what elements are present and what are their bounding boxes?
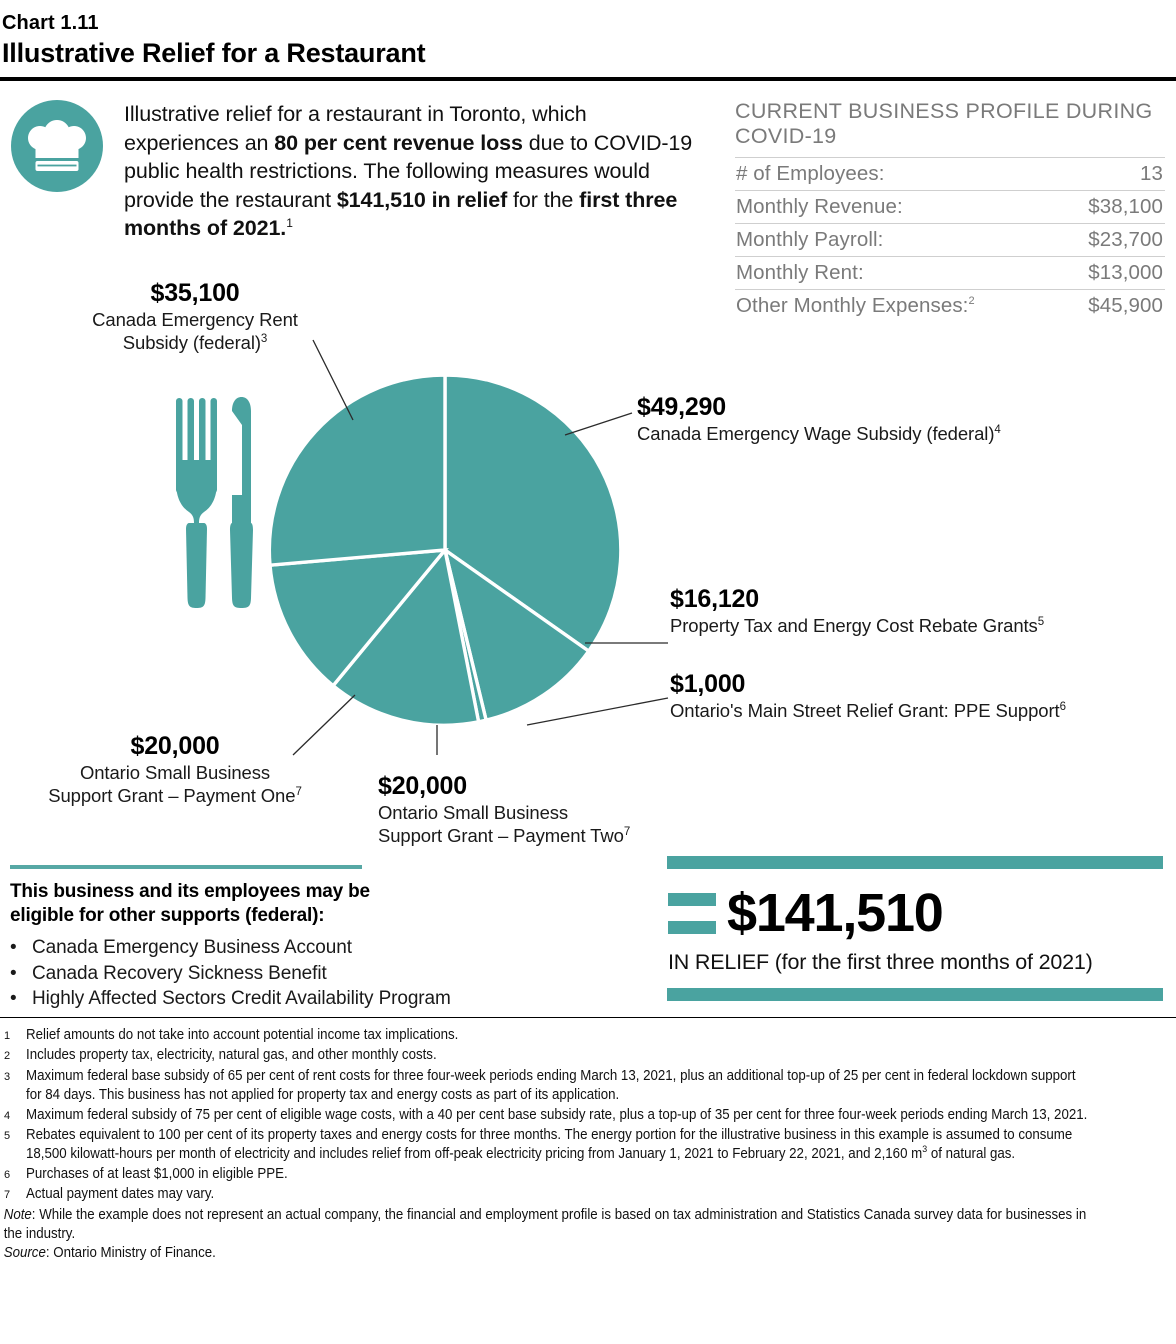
total-relief-bottom-bar	[667, 988, 1163, 1001]
footnote-text: Includes property tax, electricity, natural gas, and other monthly costs.	[26, 1047, 437, 1064]
profile-value-monthly-revenue: $38,100	[1088, 195, 1163, 218]
footnote-1	[0, 1026, 1176, 1046]
profile-label-other-expenses-text: Other Monthly Expenses:	[736, 294, 969, 317]
pie-label-wage-subsidy-desc	[637, 422, 1057, 445]
intro-part3: for the	[507, 187, 580, 212]
pie-label-wage-subsidy-footnote: 4	[994, 423, 1001, 436]
bullet-icon: •	[10, 962, 17, 984]
profile-label-monthly-rent: Monthly Rent:	[736, 261, 864, 284]
chart-number: Chart 1.11	[2, 12, 99, 34]
footnote-text: Rebates equivalent to 100 per cent of its property taxes and energy costs for three months. The energy portion for the illustrative business in this example is assumed to consume 18,500 kilowatt-hours per month of electricity and includes relief from off-peak electricity pricing from January 1, 2021 to February 22, 2021, and 2,160 $m^3$ of natural gas.	[26, 1127, 1073, 1163]
pie-label-rent-subsidy-footnote: 3	[260, 332, 268, 345]
footnote-text: Purchases of at least $1,000 in eligible PPE.	[26, 1165, 288, 1182]
profile-value-employees: 13	[1139, 162, 1163, 185]
note-label: Note	[3, 1206, 32, 1223]
profile-label-employees: # of Employees:	[736, 162, 885, 185]
footnote-number: 3	[4, 1070, 11, 1083]
intro-bold-relief: $141,510 in relief	[336, 187, 508, 212]
pie-slice-rent-subsidy	[269, 375, 445, 565]
footnote-7	[0, 1185, 1176, 1205]
footnote-number: 4	[4, 1109, 11, 1122]
footnote-text: Actual payment dates may vary.	[26, 1186, 215, 1203]
other-supports-list	[10, 935, 530, 1012]
intro-text	[124, 100, 699, 243]
profile-value-monthly-rent: $13,000	[1088, 261, 1163, 284]
profile-row-monthly-payroll	[735, 223, 1165, 256]
pie-label-ppe-support-desc	[670, 699, 1110, 722]
pie-label-support-grant-two-amount: $20,000	[378, 772, 467, 800]
footnote-text: Maximum federal subsidy of 75 per cent of eligible wage costs, with a 40 per cent base subsidy rate, plus a top-up of 35 per cent for three four-week periods ending March 13, 2021.	[26, 1106, 1088, 1123]
other-supports-item-0: Canada Emergency Business Account	[32, 937, 352, 958]
profile-row-employees	[735, 157, 1165, 190]
profile-footnote-marker: 2	[968, 295, 975, 308]
pie-label-support-grant-two-footnote: 7	[623, 825, 631, 838]
other-supports-item-2: Highly Affected Sectors Credit Availability Program	[32, 988, 451, 1009]
equals-icon	[668, 893, 716, 937]
pie-chart-area	[0, 255, 1176, 855]
source-line	[0, 1244, 1094, 1263]
intro-bold-period: first three months of 2021.	[124, 187, 678, 240]
list-item	[10, 935, 530, 961]
business-profile-title: CURRENT BUSINESS PROFILE DURING COVID-19	[735, 99, 1153, 148]
note-text: : While the example does not represent an actual company, the financial and employment profile is based on tax administration and Statistics Canada survey data for businesses in the industry.	[3, 1206, 1087, 1243]
page-title: Illustrative Relief for a Restaurant	[2, 38, 426, 68]
pie-label-support-grant-one-desc: Ontario Small Business Support Grant – Payment One$^7$	[48, 762, 302, 806]
pie-label-ppe-support	[670, 670, 1110, 722]
chef-hat-icon	[11, 100, 103, 192]
list-item	[10, 986, 530, 1012]
pie-slices	[269, 375, 621, 725]
pie-label-support-grant-one	[10, 732, 340, 807]
profile-row-monthly-revenue	[735, 190, 1165, 223]
intro-part2: due to COVID-19 public health restrictions. The following measures would provide the restaurant	[124, 130, 693, 212]
footnote-text: Relief amounts do not take into account potential income tax implications.	[26, 1027, 459, 1043]
footnote-number: 5	[4, 1130, 11, 1143]
other-supports-divider	[10, 865, 362, 869]
pie-label-support-grant-one-footnote: 7	[295, 785, 302, 798]
header-divider	[0, 77, 1176, 81]
profile-value-monthly-payroll: $23,700	[1088, 228, 1163, 251]
total-relief-top-bar	[667, 856, 1163, 869]
pie-label-ppe-support-text: Ontario's Main Street Relief Grant: PPE Support	[670, 700, 1060, 721]
pie-label-ppe-support-amount: $1,000	[670, 670, 746, 698]
list-item	[10, 961, 530, 987]
total-relief-caption: IN RELIEF (for the first three months of 2021)	[668, 950, 1093, 974]
pie-label-rent-subsidy-desc: Canada Emergency Rent Subsidy (federal)$^3$	[92, 309, 298, 353]
intro-bold-revenue-loss: 80 per cent revenue loss	[274, 130, 523, 155]
knife-icon	[230, 397, 253, 608]
pie-label-property-tax-text: Property Tax and Energy Cost Rebate Grants	[670, 615, 1038, 636]
pie-label-support-grant-two-desc: Ontario Small Business Support Grant – Payment Two$^7$	[378, 802, 631, 846]
pie-label-wage-subsidy-text: Canada Emergency Wage Subsidy (federal)	[637, 423, 995, 444]
pie-label-rent-subsidy	[30, 279, 360, 354]
bullet-icon: •	[10, 988, 17, 1009]
total-relief-amount: $141,510	[727, 883, 943, 943]
footnotes-divider	[0, 1017, 1176, 1018]
pie-label-wage-subsidy	[637, 393, 1057, 445]
pie-label-support-grant-one-amount: $20,000	[130, 732, 220, 760]
source-label: Source	[3, 1245, 46, 1262]
source-text: : Ontario Ministry of Finance.	[45, 1245, 216, 1262]
footnote-text: Maximum federal base subsidy of 65 per cent of rent costs for three four-week periods ending March 13, 2021, plus an additional top-up of 25 per cent in federal lockdown support for 84 days. This business has not applied for property tax and energy costs as part of its application.	[26, 1067, 1076, 1104]
footnote-number: 2	[4, 1050, 11, 1063]
footnote-6	[0, 1165, 1176, 1185]
pie-label-property-tax-footnote: 5	[1037, 615, 1045, 628]
footnote-number: 7	[4, 1189, 11, 1202]
bullet-icon: •	[10, 937, 17, 958]
pie-label-rent-subsidy-amount: $35,100	[150, 279, 240, 307]
footnote-2	[0, 1046, 1176, 1066]
footnotes-block	[0, 1026, 1176, 1264]
footnote-5	[0, 1126, 1176, 1165]
footnote-number: 6	[4, 1168, 11, 1181]
pie-label-support-grant-two	[378, 772, 708, 847]
pie-label-ppe-support-footnote: 6	[1059, 700, 1066, 713]
profile-label-monthly-payroll: Monthly Payroll:	[736, 228, 884, 251]
footnote-number: 1	[4, 1030, 11, 1042]
fork-icon	[176, 398, 217, 608]
intro-footnote-marker: 1	[286, 215, 293, 230]
note-line	[0, 1206, 1094, 1245]
pie-label-property-tax-desc	[670, 614, 1100, 637]
profile-label-monthly-revenue: Monthly Revenue:	[736, 195, 903, 218]
profile-value-other-expenses: $45,900	[1088, 294, 1163, 317]
other-supports-item-1: Canada Recovery Sickness Benefit	[32, 962, 327, 984]
pie-label-property-tax	[670, 585, 1100, 637]
pie-label-wage-subsidy-amount: $49,290	[637, 393, 726, 421]
footnote-3	[0, 1067, 1176, 1106]
intro-part1: Illustrative relief for a restaurant in Toronto, which experiences an	[124, 102, 587, 155]
footnote-4	[0, 1106, 1176, 1126]
pie-label-property-tax-amount: $16,120	[670, 585, 759, 613]
other-supports-heading: This business and its employees may be eligible for other supports (federal):	[10, 881, 370, 926]
